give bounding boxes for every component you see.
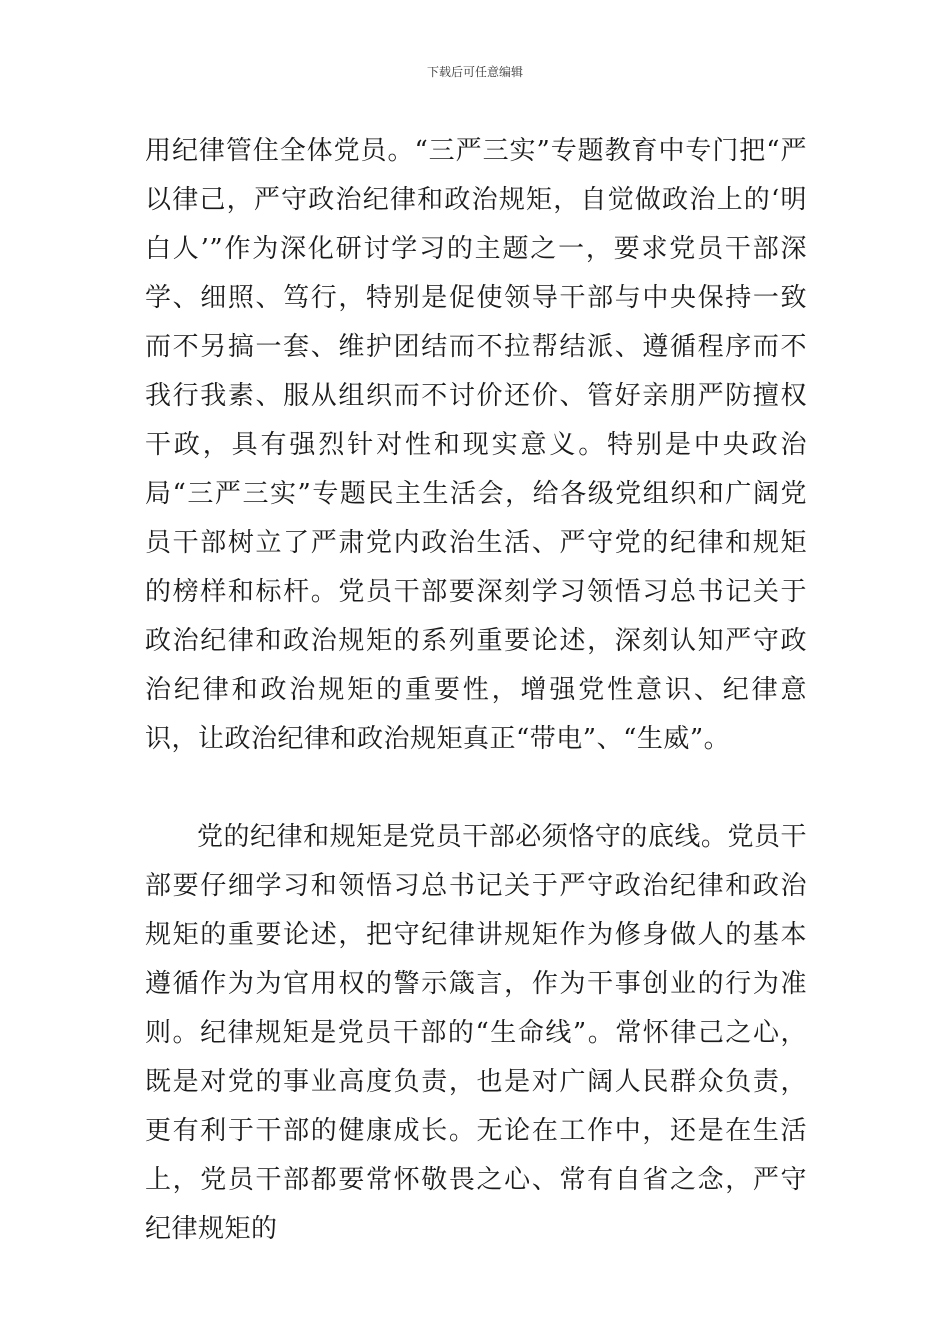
paragraph-1: 用纪律管住全体党员。“三严三实”专题教育中专门把“严以律己，严守政治纪律和政治规矩，自觉做政治上的‘明白人’”作为深化研讨学习的主题之一，要求党员干部深学、细照、笃行，特别是促使领导干部与中央保持一致而不另搞一套、维护团结而不拉帮结派、遵循程序而不我行我素、服从组织而不讨价还价、管好亲朋严防擅权干政，具有强烈针对性和现实意义。特别是中央政治局“三严三实”专题民主生活会，给各级党组织和广阔党员干部树立了严肃党内政治生活、严守党的纪律和规矩的榜样和标杆。党员干部要深刻学习领悟习总书记关于政治纪律和政治规矩的系列重要论述，深刻认知严守政治纪律和政治规矩的重要性，增强党性意识、纪律意识，让政治纪律和政治规矩真正“带电”、“生威”。 bbox=[145, 136, 807, 754]
paragraph-2: 党的纪律和规矩是党员干部必须恪守的底线。党员干部要仔细学习和领悟习总书记关于严守政治纪律和政治规矩的重要论述，把守纪律讲规矩作为修身做人的基本遵循作为为官用权的警示箴言，作为干事创业的行为准则。纪律规矩是党员干部的“生命线”。常怀律己之心，既是对党的事业高度负责，也是对广阔人民群众负责，更有利于干部的健康成长。无论在工作中，还是在生活上，党员干部都要常怀敬畏之心、常有自省之念，严守纪律规矩的 bbox=[145, 822, 807, 1244]
page-header: 下载后可任意编辑 bbox=[426, 65, 523, 79]
paragraph-gap bbox=[145, 764, 807, 813]
document-body bbox=[145, 127, 807, 1254]
